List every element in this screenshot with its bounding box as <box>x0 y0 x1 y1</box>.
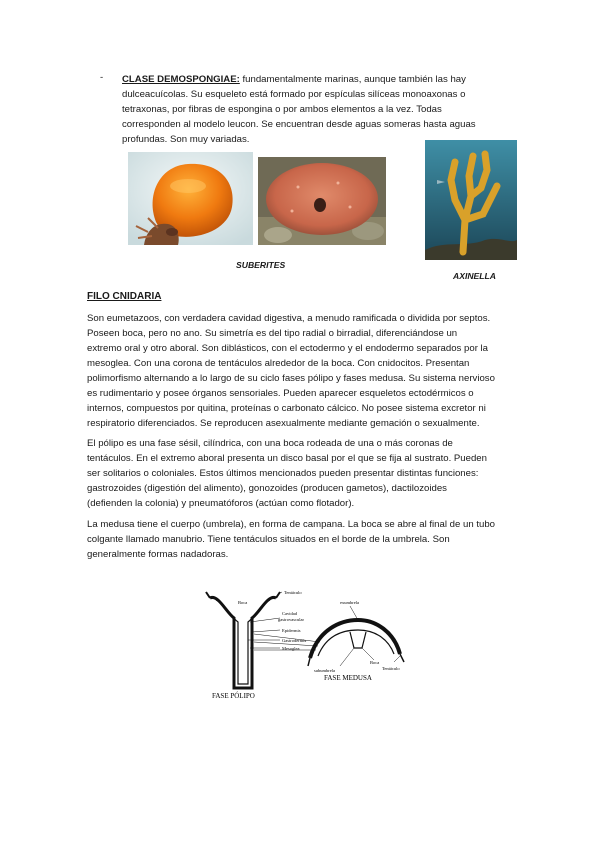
cnidaria-paragraph-1 <box>87 311 527 431</box>
axinella-photo <box>425 140 517 260</box>
caption-suberites: SUBERITES <box>236 260 286 270</box>
demospongiae-paragraph <box>122 72 502 147</box>
text-line: es rudimentario y posee órganos sensoriales. Pueden aparecer esqueletos ectodérmicos o <box>87 388 474 399</box>
label-boca-polyp: Boca <box>238 600 248 605</box>
label-mesoglea: Mesoglea <box>282 646 300 651</box>
text-line: (defienden la colonia) y pneumatóforos (actúan como flotador). <box>87 498 355 509</box>
text-line: mesoglea. Con una corona de tentáculos alrededor de la boca. Con cnidocitos. Presentan <box>87 358 470 369</box>
text-line: colgante llamado manubrio. Tiene tentáculos situados en el borde de la umbrela. Son <box>87 534 450 545</box>
label-subumbrela: subumbrela <box>314 668 335 673</box>
cnidaria-phases-diagram <box>190 584 410 702</box>
text-line: gastrozoides (digestión del alimento), gonozoides (producen gametos), dactilozoides <box>87 483 447 494</box>
bullet-dash: - <box>100 72 104 83</box>
cnidaria-paragraph-3 <box>87 517 527 562</box>
text-line: generalmente formas nadadoras. <box>87 549 229 560</box>
caption-fase-medusa: FASE MEDUSA <box>324 674 372 682</box>
text-line: respiratorio diferenciados. Se reproducen asexualmente mediante gemación o sexualmente. <box>87 418 480 429</box>
medusa-bell-inner <box>318 630 394 656</box>
demospongiae-line-1: CLASE DEMOSPONGIAE: fundamentalmente marinas, aunque también las hay <box>122 74 466 85</box>
label-exumbrela: exumbrela <box>340 600 359 605</box>
text-line: El pólipo es una fase sésil, cilíndrica, con una boca rodeada de una o más coronas de <box>87 438 453 449</box>
demospongiae-line-2: dulceacuícolas. Su esqueleto está formado por espículas silíceas monoaxonas o <box>122 89 466 100</box>
label-gastrovascular: gastrovascular <box>278 617 304 622</box>
label-tentaculo-medusa: Tentáculo <box>382 666 400 671</box>
cnidaria-paragraph-2 <box>87 436 527 511</box>
demospongiae-heading: CLASE DEMOSPONGIAE: <box>122 74 240 85</box>
medusa-bell-outer <box>310 620 400 658</box>
label-cavidad: Cavidad <box>282 611 297 616</box>
text-line: internos, compuestos por quitina, proteínas o carbonato cálcico. No posee sistema excretor ni <box>87 403 486 414</box>
caption-axinella: AXINELLA <box>453 271 496 281</box>
text-line: Poseen boca, pero no ano. Su simetría es del tipo radial o birradial, diferenciándose un <box>87 328 458 339</box>
text-line: La medusa tiene el cuerpo (umbrela), en forma de campana. La boca se abre al final de un tubo <box>87 519 495 530</box>
text-line: tentáculos. En el extremo aboral presenta un disco basal por el que se fija al sustrato. Pueden <box>87 453 487 464</box>
text-line: ser solitarios o coloniales. Estos últimos mencionados pueden presentar distintas funciones: <box>87 468 479 479</box>
demospongiae-line-4: corresponden al modelo leucon. Se encuentran desde aguas someras hasta aguas <box>122 119 476 130</box>
section-title: FILO CNIDARIA <box>87 291 162 302</box>
label-epidermis: Epidermis <box>282 628 301 633</box>
demospongiae-line-5: profundas. Son muy variadas. <box>122 134 250 145</box>
label-tentaculo-polyp: Tentáculo <box>284 590 302 595</box>
polyp-inner-outline <box>216 600 270 684</box>
demospongiae-line-3: tetraxonas, por fibras de espongina o por ambos elementos a la vez. Todas <box>122 104 442 115</box>
text-line: polimorfismo alternando a lo largo de su ciclo fases pólipo y fases medusa. Su sistema nervioso <box>87 373 495 384</box>
label-boca-medusa: Boca <box>370 660 380 665</box>
suberites-photo <box>258 157 386 245</box>
phases-diagram-svg <box>190 584 410 702</box>
text-line: Son eumetazoos, con verdadera cavidad digestiva, a menudo ramificada o dividida por septos. <box>87 313 491 324</box>
text-line: extremo oral y otro aboral. Son diblásticos, con el ectodermo y el endodermo separados por la <box>87 343 489 354</box>
label-gastrodermis: Gastrodermis <box>282 638 307 643</box>
caption-fase-polipo: FASE PÓLIPO <box>212 692 255 700</box>
orange-sponge-photo <box>128 152 253 245</box>
